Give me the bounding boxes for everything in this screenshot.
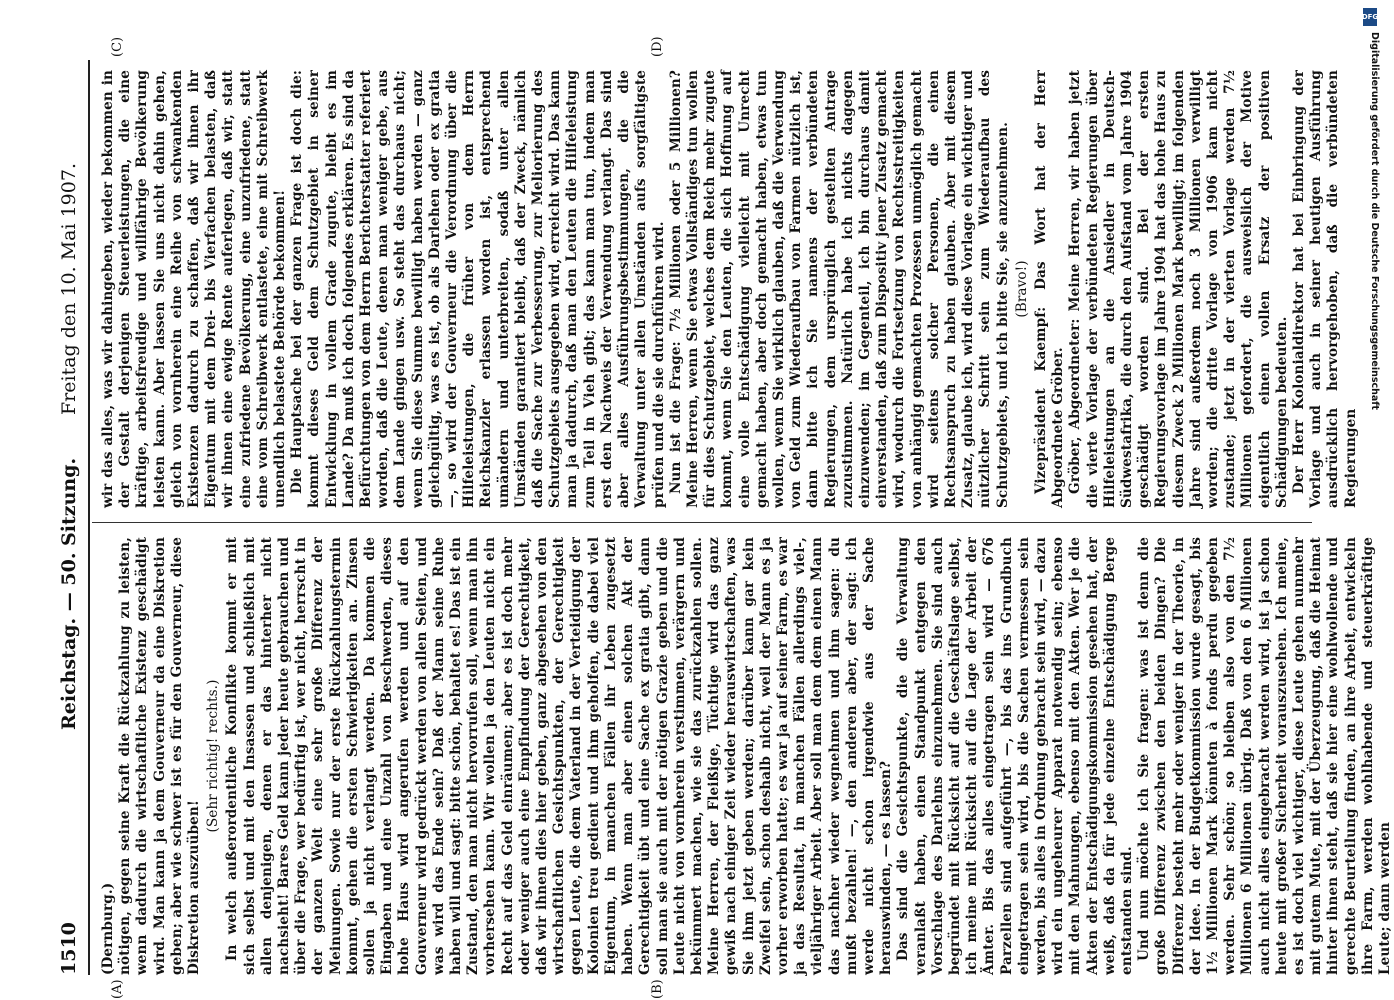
- paragraph: Vizepräsident Kaempf: Das Wort hat der Herr Abgeordnete Gröber.: [1032, 70, 1067, 508]
- left-column: [100, 537, 1394, 975]
- funding-note: Digitalisierung gefördert durch die Deutsche Forschungsgemeinschaft: [1369, 32, 1380, 410]
- header-rule: [88, 60, 90, 975]
- page-header: [58, 60, 86, 975]
- paragraph: Der Herr Kolonialdirektor hat bei Einbringung der Vorlage und auch in seiner heutigen Ausführung ausdrücklich hervorgehoben, daß die verbündeten Regierungen: [1291, 70, 1359, 508]
- paragraph: wir das alles, was wir dahingeben, wieder bekommen in der Gestalt derjenigen Steuerleistungen, die eine kräftige, arbeitsfreudige und willfährige Bevölkerung leisten kann. Aber lassen Sie uns nicht dahin gehen, gleich von vornherein eine Reihe von schwankenden Existenzen dadurch zu schaffen, daß wir ihnen ihr Eigentum mit dem Drei- bis Vierfachen belasten, daß wir ihnen eine ewige Rente auferlegen, daß wir, statt eine zufriedene Bevölkerung, eine unzufriedene, statt eine vom Schreibwerk entlastete, eine mit Schreibwerk unendlich belastete Behörde bekommen!: [100, 70, 289, 508]
- paragraph: Und nun möchte ich Sie fragen: was ist denn die große Differenz zwischen den beiden Dingen? Die Differenz besteht mehr oder weniger in der Theorie, in der Idee. In der Budgetkommission wurde gesagt, bis 1½ Millionen Mark könnten à fonds perdu gegeben werden. Sehr schön; so bleiben also von den 7½ Millionen 6 Millionen übrig. Daß von den 6 Millionen auch nicht alles eingebracht werden wird, ist ja schon heute mit großer Sicherheit vorauszusehen. Ich meine, es ist doch viel wichtiger, diese Leute gehen nunmehr mit gutem Mute, mit der Überzeugung, daß die Heimat hinter ihnen steht, daß sie hier eine wohlwollende und gerechte Beurteilung finden, an ihre Arbeit, entwickeln ihre Farm, werden wohlhabende und steuerkräftige Leute; dann werden: [1136, 537, 1394, 975]
- margin-mark-a: (A): [110, 979, 125, 999]
- paragraph: In welch außerordentliche Konflikte kommt er mit sich selbst und mit den Insassen und schließlich mit allen denjenigen, denen er das hinterher nicht nachsieht! Bares Geld kann jeder heute gebrauchen und über die Frage, wer bedürftig ist, wer nicht, herrscht in der ganzen Welt eine sehr große Differenz der Meinungen. Sowie nur der erste Rückzahlungstermin kommt, gehen die ersten Schwierigkeiten an. Zinsen sollen ja nicht verlangt werden. Da kommen die Eingaben und eine Unzahl von Beschwerden, dieses hohe Haus wird angerufen werden und auf den Gouverneur wird gedrückt werden von allen Seiten, und was wird das Ende sein? Daß der Mann seine Ruhe haben will und sagt: bitte schön, behaltet es! Das ist ein Zustand, den man nicht hervorrufen soll, wenn man ihn vorhersehen kann. Wir wollen ja den Leuten nicht ein Recht auf das Geld einräumen; aber es ist doch mehr oder weniger auch eine Empfindung der Gerechtigkeit, daß wir ihnen dies hier geben, ganz abgesehen von den wirtschaftlichen Gesichtspunkten, der Gerechtigkeit gegen Leute, die dem Vaterland in der Verteidigung der Kolonien treu gedient und ihm geholfen, die dabei viel Eigentum, in manchen Fällen ihr Leben zugesetzt haben. Wenn man aber einen solchen Akt der Gerechtigkeit übt und eine Sache ex gratia gibt, dann soll man sie auch mit der nötigen Grazie geben und die Leute nicht von vornherein verstimmen, verärgern und bekümmert machen, wie sie das zurückzahlen sollen. Meine Herren, der Fleißige, Tüchtige wird das ganz gewiß nach einiger Zeit wieder herauswirtschaften, was Sie ihm jetzt geben werden; darüber kann gar kein Zweifel sein, schon deshalb nicht, weil der Mann es ja vorher erworben hatte; es war ja auf seiner Farm, es war ja das Resultat, in manchen Fällen allerdings viel-, vieljähriger Arbeit. Aber soll man dem dem einen Mann das nachher wieder wegnehmen und ihm sagen: du mußt bezahlen! —, den anderen aber, der sagt: ich werde nicht schon irgendwie aus der Sache herauswinden, — es lassen?: [224, 537, 895, 975]
- paragraph: Die Hauptsache bei der ganzen Frage ist doch die: kommt dieses Geld dem Schutzgebiet in seiner Entwicklung in vollem Grade zugute, bleibt es im Lande? Da muß ich doch folgendes erklären. Es sind da Befürchtungen von dem Herrn Berichterstatter referiert worden, daß die Leute, denen man weniger gebe, aus dem Lande gingen usw. So steht das durchaus nicht; wenn Sie diese Summe bewilligt haben werden — ganz gleichgültig, was es ist, ob als Darlehen oder ex gratia —, so wird der Gouverneur die Verordnung über die Hilfeleistungen, die früher von dem Herrn Reichskanzler erlassen worden ist, entsprechend umändern und unterbreiten, sodaß unter allen Umständen garantiert bleibt, daß der Zweck, nämlich daß die Sache zur Verbesserung, zur Meliorierung des Schutzgebiets ausgegeben wird, erreicht wird. Das kann man ja dadurch, daß man den Leuten die Hilfeleistung zum Teil in Vieh gibt; das kann man tun, indem man erst den Nachweis der Verwendung verlangt. Das sind aber alles Ausführungsbestimmungen, die die Verwaltung unter allen Umständen aufs sorgfältigste prüfen und die sie durchführen wird.: [289, 70, 667, 508]
- speaker-label: (Dernburg.): [100, 882, 116, 975]
- interjection: (Bravo!): [1013, 260, 1030, 318]
- column-divider: [92, 522, 1312, 523]
- paragraph: Gröber, Abgeordneter: Meine Herren, wir haben jetzt die vierte Vorlage der verbündeten Regierungen über Hilfeleistungen an die Ansiedler in Deutsch-Südwestafrika, die durch den Aufstand vom Jahre 1904 geschädigt worden sind. Bei der ersten Regierungsvorlage im Jahre 1904 hat das hohe Haus zu diesem Zweck 2 Millionen Mark bewilligt; im folgenden Jahre sind außerdem noch 3 Millionen verwilligt worden; die dritte Vorlage von 1906 kam nicht zustande; jetzt in der vierten Vorlage werden 7½ Millionen gefordert, die ausweislich der Motive eigentlich einen vollen Ersatz der positiven Schädigungen bedeuten.: [1067, 70, 1290, 508]
- header-left-title: Reichstag. — 50. Sitzung.: [58, 457, 80, 730]
- margin-mark-b: (B): [650, 979, 665, 999]
- margin-mark-d: (D): [650, 36, 665, 57]
- paragraph: nötigen, gegen seine Kraft die Rückzahlung zu leisten, wenn dadurch die wirtschaftliche Existenz geschädigt wird. Man kann ja dem Gouverneur da eine Diskretion geben; aber wie schwer ist es für den Gouverneur, diese Diskretion auszuüben!: [117, 537, 203, 975]
- dfg-logo: DFG: [1363, 8, 1377, 26]
- paragraph: Das sind die Gesichtspunkte, die die Verwaltung veranlaßt haben, einen Standpunkt entgegen den Vorschlage des Darlehns einzunehmen. Sie sind auch begründet mit Rücksicht auf die Geschäftslage selbst, ich meine mit Rücksicht auf die Lage der Arbeit der Ämter. Bis das alles eingetragen sein wird — 676 Parzellen sind aufgeführt —, bis das ins Grundbuch eingetragen sein wird, bis die Sachen vermessen sein werden, bis alles in Ordnung gebracht sein wird, — dazu wird ein ungeheurer Apparat notwendig sein; ebenso mit den Mahnungen, ebenso mit den Akten. Wer je die Akten der Entschädigungskommission gesehen hat, der weiß, daß da für jede einzelne Entschädigung Berge entstanden sind.: [895, 537, 1135, 975]
- page-number: 1510: [58, 922, 80, 975]
- paragraph: Nun ist die Frage: 7½ Millionen oder 5 Millionen? Meine Herren, wenn Sie etwas Vollständiges tun wollen für dies Schutzgebiet, welches dem Reich mehr zugute kommt, wenn Sie den Leuten, die sich Hoffnung auf eine volle Entschädigung vielleicht mit Unrecht gemacht haben, aber doch gemacht haben, etwas tun wollen, wenn Sie wirklich glauben, daß die Verwendung von Geld zum Wiederaufbau von Farmen nützlich ist, dann bitte ich Sie namens der verbündeten Regierungen, dem ursprünglich gestellten Antrage zuzustimmen. Natürlich habe ich nichts dagegen einzuwenden; im Gegenteil, ich bin durchaus damit einverstanden, daß zum Dispositiv jener Zusatz gemacht wird, wodurch die Fortsetzung von Rechtsstreitigkeiten von anhängig gemachten Prozessen unmöglich gemacht wird seitens solcher Personen, die einen Rechtsanspruch zu haben glauben. Aber mit diesem Zusatz, glaube ich, wird diese Vorlage ein wichtiger und nützlicher Schritt sein zum Wiederaufbau des Schutzgebiets, und ich bitte Sie, sie anzunehmen.: [667, 70, 1011, 508]
- interjection: (Sehr richtig! rechts.): [205, 679, 222, 833]
- header-right-title: Freitag den 10. Mai 1907.: [58, 163, 80, 415]
- margin-mark-c: (C): [110, 36, 125, 57]
- right-column: [100, 70, 1360, 508]
